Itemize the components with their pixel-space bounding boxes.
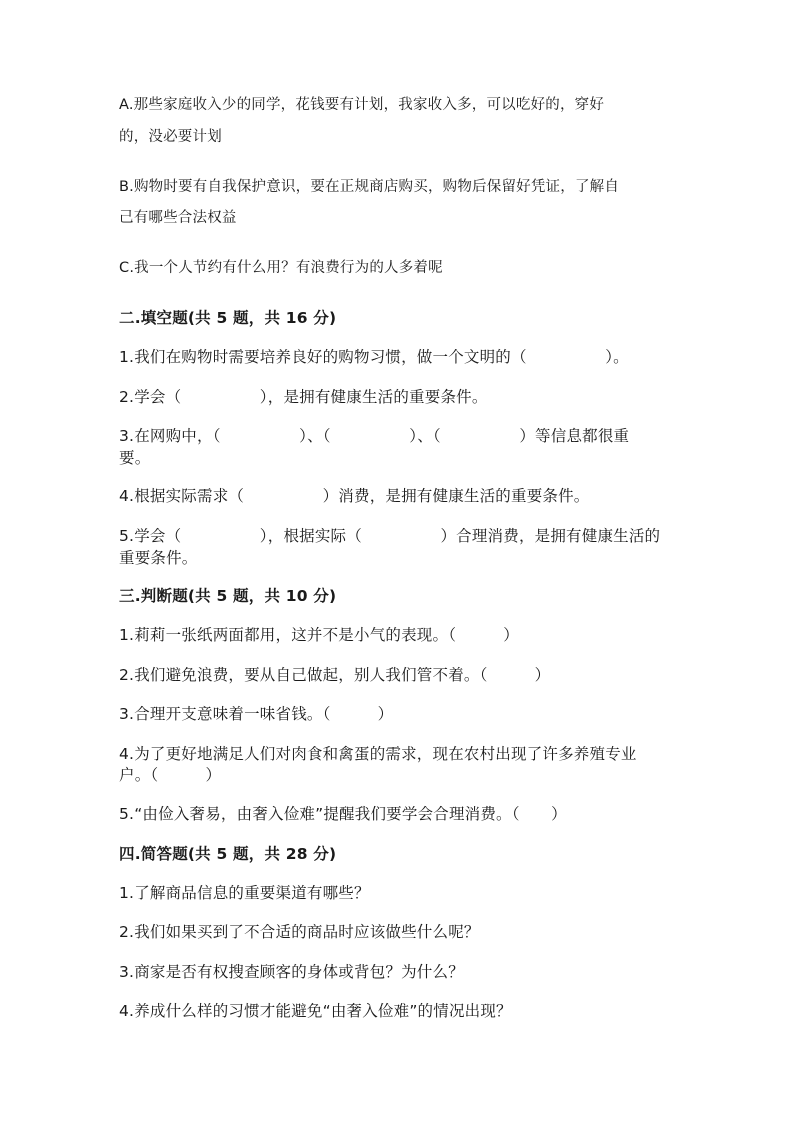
section-4-heading: 四.简答题(共 5 题，共 28 分) (119, 845, 337, 863)
judge-question-4-line1: 4.为了更好地满足人们对肉食和禽蛋的需求，现在农村出现了许多养殖专业 (119, 745, 637, 763)
fill-question-3-line1: 3.在网购中，（ ）、（ ）、（ ）等信息都很重 (119, 427, 630, 445)
short-question-2: 2.我们如果买到了不合适的商品时应该做些什么呢？ (119, 923, 480, 941)
choice-a-line1: A.那些家庭收入少的同学，花钱要有计划，我家收入多，可以吃好的，穿好 (119, 97, 605, 113)
choice-c-line1: C.我一个人节约有什么用？有浪费行为的人多着呢 (119, 260, 443, 276)
fill-question-5-line1: 5.学会（ ），根据实际（ ）合理消费，是拥有健康生活的 (119, 527, 661, 545)
judge-question-1: 1.莉莉一张纸两面都用，这并不是小气的表现。（ ） (119, 626, 519, 644)
short-question-1: 1.了解商品信息的重要渠道有哪些？ (119, 884, 370, 902)
choice-b-line1: B.购物时要有自我保护意识，要在正规商店购买，购物后保留好凭证，了解自 (119, 179, 620, 195)
judge-question-3: 3.合理开支意味着一味省钱。（ ） (119, 705, 394, 723)
section-3-heading: 三.判断题(共 5 题，共 10 分) (119, 587, 337, 605)
judge-question-2: 2.我们避免浪费，要从自己做起，别人我们管不着。（ ） (119, 666, 551, 684)
choice-b-line2: 己有哪些合法权益 (119, 210, 237, 226)
judge-question-4-line2: 户。（ ） (119, 766, 222, 784)
fill-question-1: 1.我们在购物时需要培养良好的购物习惯，做一个文明的（ ）。 (119, 348, 629, 366)
fill-question-3-line2: 要。 (119, 449, 151, 467)
short-question-3: 3.商家是否有权搜查顾客的身体或背包？为什么？ (119, 963, 464, 981)
fill-question-5-line2: 重要条件。 (119, 549, 198, 567)
section-2-heading: 二.填空题(共 5 题，共 16 分) (119, 309, 337, 327)
judge-question-5: 5.“由俭入奢易，由奢入俭难”提醒我们要学会合理消费。（ ） (119, 805, 567, 823)
choice-a-line2: 的，没必要计划 (119, 129, 222, 145)
short-question-4: 4.养成什么样的习惯才能避免“由奢入俭难”的情况出现？ (119, 1002, 512, 1020)
fill-question-2: 2.学会（ ），是拥有健康生活的重要条件。 (119, 388, 488, 406)
fill-question-4: 4.根据实际需求（ ）消费，是拥有健康生活的重要条件。 (119, 487, 590, 505)
